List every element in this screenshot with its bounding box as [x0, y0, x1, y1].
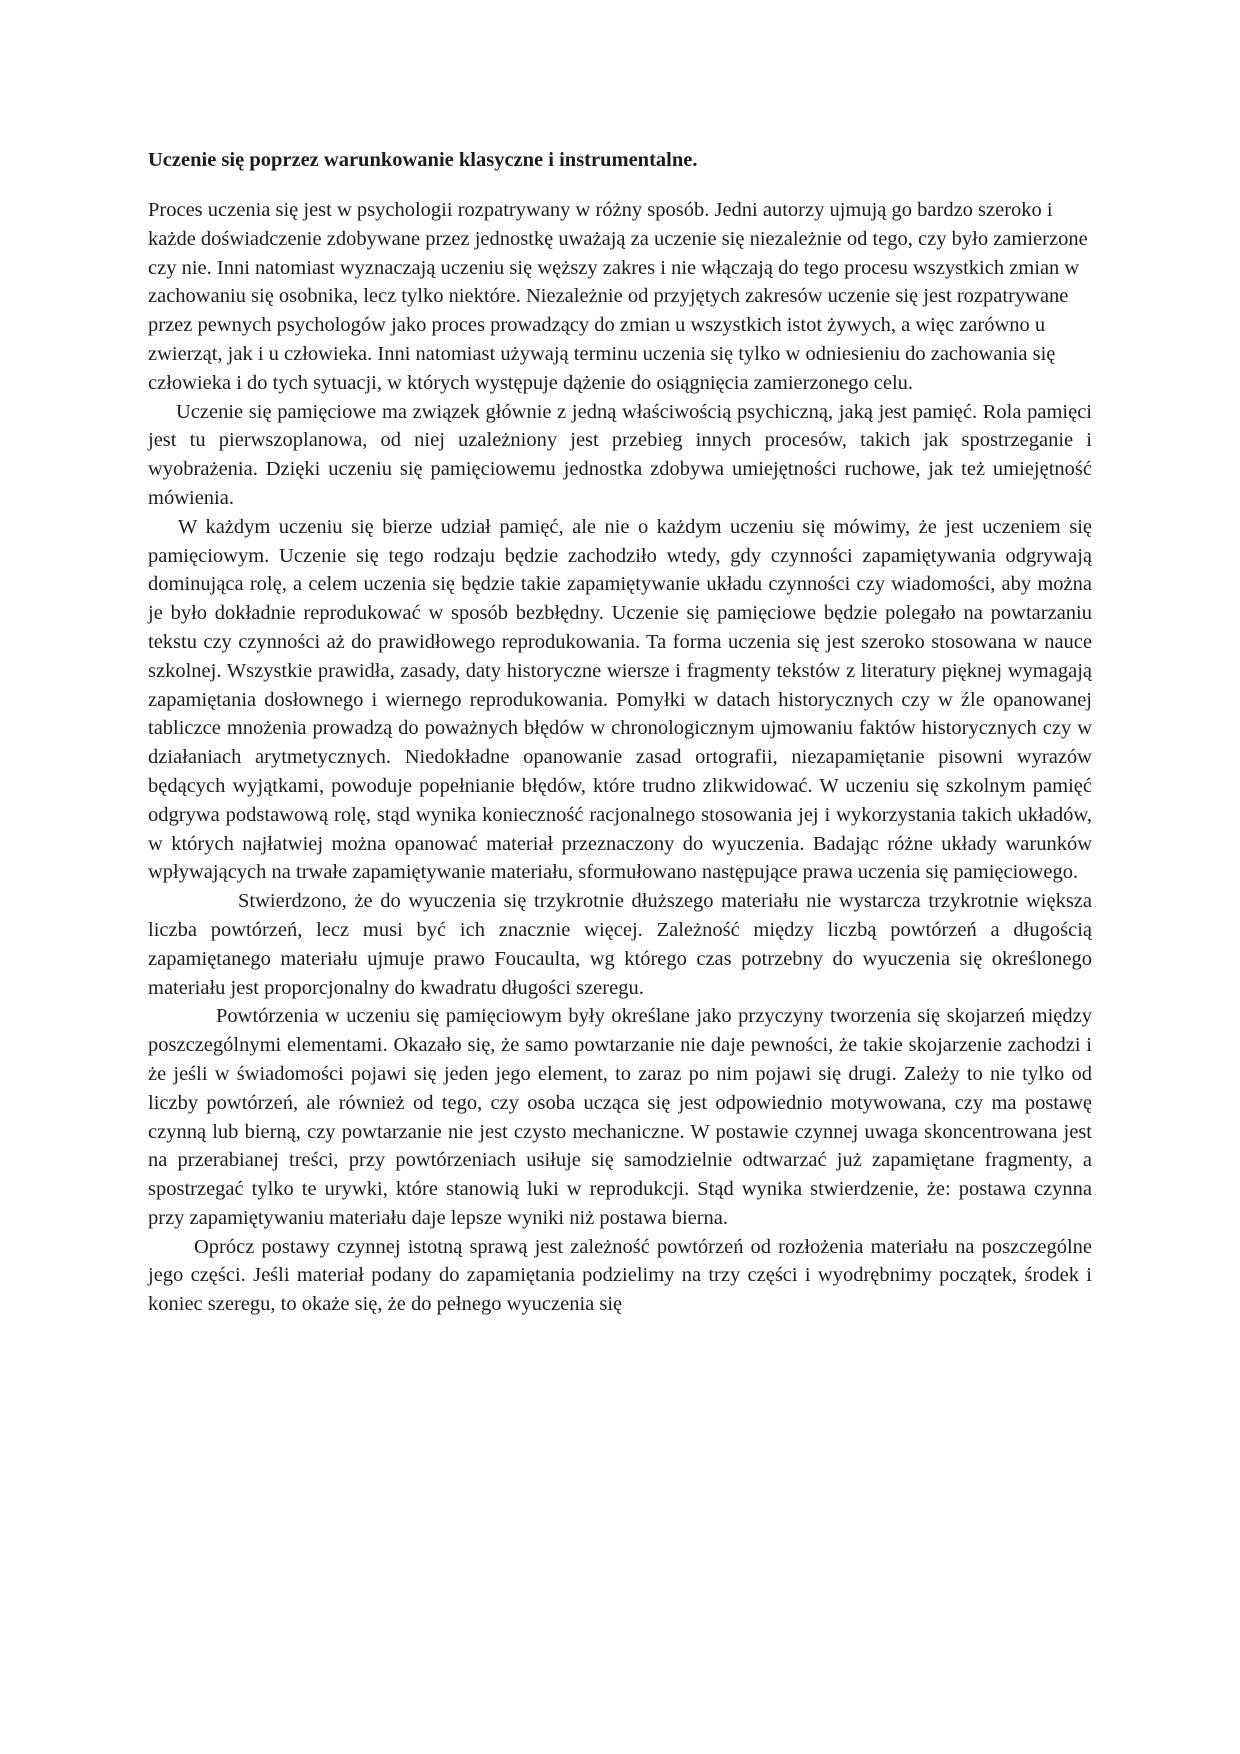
- paragraph-repetitions: Powtórzenia w uczeniu się pamięciowym były określane jako przyczyny tworzenia się skojarzeń między poszczególnymi elementami. Okazało się, że samo powtarzanie nie daje pewności, że takie skojarzenie zachodzi i że jeśli w świadomości pojawi się jeden jego element, to zaraz po nim pojawi się drugi. Zależy to nie tylko od liczby powtórzeń, ale również od tego, czy osoba ucząca się jest odpowiednio motywowana, czy ma postawę czynną lub bierną, czy powtarzanie nie jest czysto mechaniczne. W postawie czynnej uwaga skoncentrowana jest na przerabianej treści, przy powtórzeniach usiłuje się samodzielnie odtwarzać już zapamiętane fragmenty, a spostrzegać tylko te urywki, które stanowią luki w reprodukcji. Stąd wynika stwierdzenie, że: postawa czynna przy zapamiętywaniu materiału daje lepsze wyniki niż postawa bierna.: [148, 1005, 1092, 1229]
- paragraph-foucault-law: Stwierdzono, że do wyuczenia się trzykrotnie dłuższego materiału nie wystarcza trzykrotnie większa liczba powtórzeń, lecz musi być ich znacznie więcej. Zależność między liczbą powtórzeń a długością zapamiętanego materiału ujmuje prawo Foucaulta, wg którego czas potrzebny do wyuczenia się określonego materiału jest proporcjonalny do kwadratu długości szeregu.: [148, 890, 1092, 999]
- paragraph-material-division: Oprócz postawy czynnej istotną sprawą jest zależność powtórzeń od rozłożenia materiału na poszczególne jego części. Jeśli materiał podany do zapamiętania podzielimy na trzy części i wyodrębnimy początek, środek i koniec szeregu, to okaże się, że do pełnego wyuczenia się: [148, 1235, 1092, 1316]
- document-title: Uczenie się poprzez warunkowanie klasyczne i instrumentalne.: [148, 149, 698, 171]
- paragraph-school-memory: W każdym uczeniu się bierze udział pamięć, ale nie o każdym uczeniu się mówimy, że jest uczeniem się pamięciowym. Uczenie się tego rodzaju będzie zachodziło wtedy, gdy czynności zapamiętywania odgrywają dominująca rolę, a celem uczenia się będzie takie zapamiętywanie układu czynności czy wiadomości, aby można je było dokładnie reprodukować w sposób bezbłędny. Uczenie się pamięciowe będzie polegało na powtarzaniu tekstu czy czynności aż do prawidłowego reprodukowania. Ta forma uczenia się jest szeroko stosowana w nauce szkolnej. Wszystkie prawidła, zasady, daty historyczne wiersze i fragmenty tekstów z literatury pięknej wymagają zapamiętania dosłownego i wiernego reprodukowania. Pomyłki w datach historycznych czy w źle opanowanej tabliczce mnożenia prowadzą do poważnych błędów w chronologicznym ujmowaniu faktów historycznych czy w działaniach arytmetycznych. Niedokładne opanowanie zasad ortografii, niezapamiętanie pisowni wyrazów będących wyjątkami, powoduje popełnianie błędów, które trudno zlikwidować. W uczeniu się szkolnym pamięć odgrywa podstawową rolę, stąd wynika konieczność racjonalnego stosowania jej i wykorzystania takich układów, w których najłatwiej można opanować materiał przeznaczony do wyuczenia. Badając różne układy warunków wpływających na trwałe zapamiętywanie materiału, sformułowano następujące prawa uczenia się pamięciowego.: [148, 515, 1092, 884]
- document-body: [148, 146, 1092, 1319]
- paragraph-memory-learning: Uczenie się pamięciowe ma związek głównie z jedną właściwością psychiczną, jaką jest pamięć. Rola pamięci jest tu pierwszoplanowa, od niej uzależniony jest przebieg innych procesów, takich jak spostrzeganie i wyobrażenia. Dzięki uczeniu się pamięciowemu jednostka zdobywa umiejętności ruchowe, jak też umiejętność mówienia.: [148, 400, 1092, 509]
- paragraph-intro: Proces uczenia się jest w psychologii rozpatrywany w różny sposób. Jedni autorzy ujmują go bardzo szeroko i każde doświadczenie zdobywane przez jednostkę uważają za uczenie się niezależnie od tego, czy było zamierzone czy nie. Inni natomiast wyznaczają uczeniu się węższy zakres i nie włączają do tego procesu wszystkich zmian w zachowaniu się osobnika, lecz tylko niektóre. Niezależnie od przyjętych zakresów uczenie się jest rozpatrywane przez pewnych psychologów jako proces prowadzący do zmian u wszystkich istot żywych, a więc zarówno u zwierząt, jak i u człowieka. Inni natomiast używają terminu uczenia się tylko w odniesieniu do zachowania się człowieka i do tych sytuacji, w których występuje dążenie do osiągnięcia zamierzonego celu.: [148, 199, 1088, 394]
